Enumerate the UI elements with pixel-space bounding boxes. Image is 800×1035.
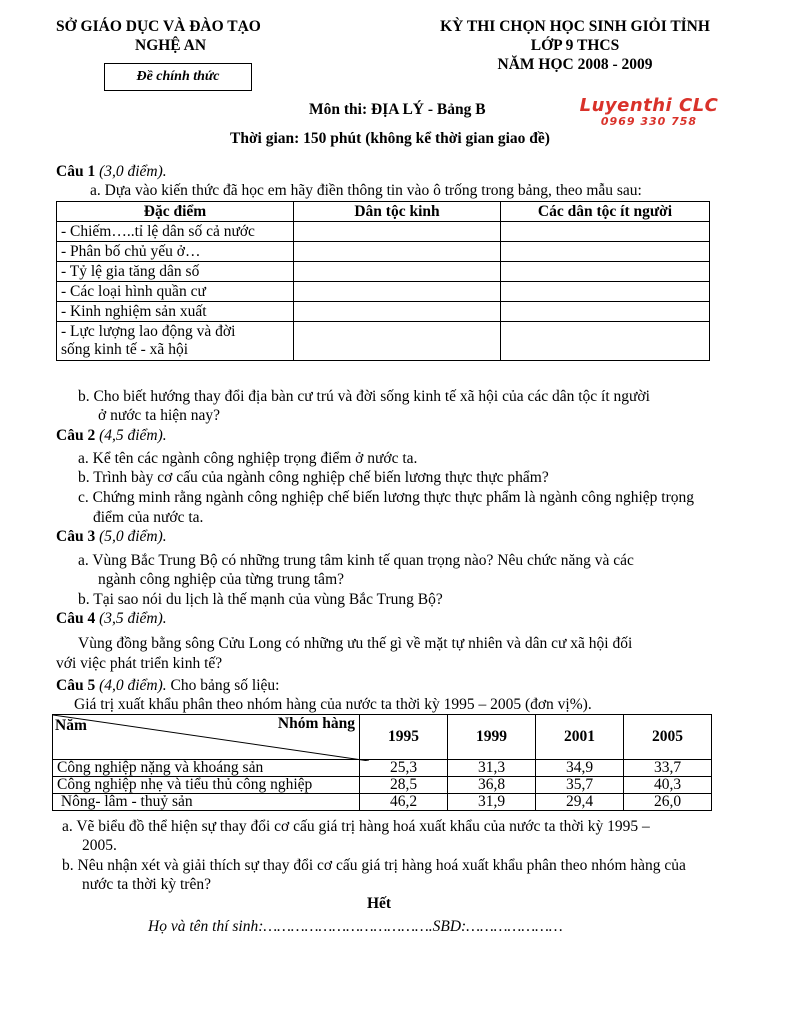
q3-part-a-line2: ngành công nghiệp của từng trung tâm? xyxy=(98,571,345,588)
year-header: 2001 xyxy=(536,715,624,760)
table-row xyxy=(57,302,710,322)
candidate-info-line: Họ và tên thí sinh:……………………………….SBD:………………… xyxy=(148,918,563,935)
col-feature: Đặc điểm xyxy=(57,202,294,222)
table-cell xyxy=(501,302,710,322)
q1-part-b-line2: ở nước ta hiện nay? xyxy=(98,407,221,424)
row-label: Nông- lâm - thuỷ sản xyxy=(53,794,360,811)
exam-title: KỲ THI CHỌN HỌC SINH GIỎI TỈNH xyxy=(440,18,710,35)
q5-points: (4,0 điểm). xyxy=(99,677,167,694)
q2-part-a: a. Kể tên các ngành công nghiệp trọng điểm ở nước ta. xyxy=(78,450,418,467)
q5-part-b-line1: b. Nêu nhận xét và giải thích sự thay đổi cơ cấu giá trị hàng hoá xuất khẩu phân theo nhóm hàng của xyxy=(62,857,686,874)
table-cell xyxy=(501,322,710,361)
q3-points: (5,0 điểm). xyxy=(99,528,167,545)
row-label: - Kinh nghiệm sản xuất xyxy=(57,302,294,322)
school-year: NĂM HỌC 2008 - 2009 xyxy=(497,56,653,73)
table-row xyxy=(57,262,710,282)
watermark-logo xyxy=(574,96,724,128)
row-label-line: - Lực lượng lao động và đời xyxy=(61,323,236,340)
q1-points: (3,0 điểm). xyxy=(99,163,167,180)
table-cell: 34,9 xyxy=(536,760,624,777)
table-cell: 31,3 xyxy=(448,760,536,777)
row-label: Công nghiệp nhẹ và tiểu thủ công nghiệp xyxy=(53,777,360,794)
q2-part-b: b. Trình bày cơ cấu của ngành công nghiệp chế biến lương thực thực phẩm? xyxy=(78,469,549,486)
q3-title: Câu 3 xyxy=(56,528,96,545)
table-row xyxy=(53,760,712,777)
table-cell: 35,7 xyxy=(536,777,624,794)
year-header: 1995 xyxy=(360,715,448,760)
watermark-name: Luyenthi CLC xyxy=(579,95,719,116)
q2-points: (4,5 điểm). xyxy=(99,427,167,444)
year-header: 1999 xyxy=(448,715,536,760)
q3-heading xyxy=(56,528,167,546)
dept-name: SỞ GIÁO DỤC VÀ ĐÀO TẠO xyxy=(56,18,261,35)
table-cell xyxy=(294,222,501,242)
table-cell: 31,9 xyxy=(448,794,536,811)
q5-part-a-line1: a. Vẽ biểu đồ thể hiện sự thay đổi cơ cấu giá trị hàng hoá xuất khẩu của nước ta thời kỳ 1995 – xyxy=(62,818,650,835)
row-label: Công nghiệp nặng và khoáng sản xyxy=(53,760,360,777)
table-row xyxy=(53,777,712,794)
q5-title: Câu 5 xyxy=(56,677,96,694)
table-header-row xyxy=(53,715,712,760)
col-minorities: Các dân tộc ít người xyxy=(501,202,710,222)
table-cell: 28,5 xyxy=(360,777,448,794)
q1-heading xyxy=(56,163,167,181)
table-cell: 26,0 xyxy=(624,794,712,811)
q2-title: Câu 2 xyxy=(56,427,96,444)
table-cell: 40,3 xyxy=(624,777,712,794)
table-cell xyxy=(294,302,501,322)
q3-part-b: b. Tại sao nói du lịch là thế mạnh của vùng Bắc Trung Bộ? xyxy=(78,591,443,608)
province-name: NGHỆ AN xyxy=(135,37,207,54)
q2-part-c-line1: c. Chứng minh rằng ngành công nghiệp chế biến lương thực thực phẩm là ngành công nghiệp trọng xyxy=(78,489,695,506)
export-table xyxy=(52,714,712,811)
table-cell: 33,7 xyxy=(624,760,712,777)
table-cell xyxy=(501,242,710,262)
table-cell xyxy=(294,262,501,282)
q3-part-a-line1: a. Vùng Bắc Trung Bộ có những trung tâm kinh tế quan trọng nào? Nêu chức năng và các xyxy=(78,552,634,569)
grade-label: LỚP 9 THCS xyxy=(530,37,620,54)
table-cell: 25,3 xyxy=(360,760,448,777)
q1-part-b-line1: b. Cho biết hướng thay đổi địa bàn cư trú và đời sống kinh tế xã hội của các dân tộc ít người xyxy=(78,388,650,405)
end-marker: Hết xyxy=(367,895,392,912)
q2-part-c-line2: điểm của nước ta. xyxy=(93,509,204,526)
table-cell: 29,4 xyxy=(536,794,624,811)
row-label: - Chiếm…..tỉ lệ dân số cả nước xyxy=(57,222,294,242)
table-header-row xyxy=(57,202,710,222)
subject-line: Môn thi: ĐỊA LÝ - Bảng B xyxy=(309,101,486,118)
table-cell xyxy=(501,262,710,282)
table-cell xyxy=(501,222,710,242)
ethnic-table xyxy=(56,201,710,361)
table-cell: 46,2 xyxy=(360,794,448,811)
q5-part-b-line2: nước ta thời kỳ trên? xyxy=(82,876,211,893)
q2-heading xyxy=(56,427,167,445)
q5-intro: Cho bảng số liệu: xyxy=(170,677,280,694)
q5-part-a-line2: 2005. xyxy=(82,837,117,854)
time-line: Thời gian: 150 phút (không kể thời gian giao đề) xyxy=(230,130,550,147)
corner-top-label: Nhóm hàng xyxy=(277,715,355,732)
table-cell xyxy=(294,242,501,262)
corner-header xyxy=(53,715,360,760)
table-cell xyxy=(294,322,501,361)
watermark-phone: 0969 330 758 xyxy=(600,115,698,128)
row-label: - Tỷ lệ gia tăng dân số xyxy=(57,262,294,282)
table-row xyxy=(57,242,710,262)
row-label: - Các loại hình quần cư xyxy=(57,282,294,302)
table-cell: 36,8 xyxy=(448,777,536,794)
q4-line2: với việc phát triển kinh tế? xyxy=(56,655,223,672)
corner-bottom-label: Năm xyxy=(55,717,87,734)
table-row xyxy=(53,794,712,811)
year-header: 2005 xyxy=(624,715,712,760)
table-row xyxy=(57,282,710,302)
q1-title: Câu 1 xyxy=(56,163,96,180)
q5-heading xyxy=(56,677,279,695)
q4-line1: Vùng đồng bằng sông Cửu Long có những ưu thế gì về mặt tự nhiên và dân cư xã hội đối xyxy=(78,635,633,652)
q5-caption: Giá trị xuất khẩu phân theo nhóm hàng của nước ta thời kỳ 1995 – 2005 (đơn vị%). xyxy=(74,696,592,713)
q4-points: (3,5 điểm). xyxy=(99,610,167,627)
q4-heading xyxy=(56,610,167,628)
official-stamp: Đề chính thức xyxy=(104,63,252,91)
col-kinh: Dân tộc kinh xyxy=(294,202,501,222)
table-row xyxy=(57,322,710,361)
q1-part-a: a. Dựa vào kiến thức đã học em hãy điền thông tin vào ô trống trong bảng, theo mẫu sau: xyxy=(90,182,642,199)
q4-title: Câu 4 xyxy=(56,610,96,627)
row-label xyxy=(57,322,294,361)
row-label: - Phân bố chủ yếu ở… xyxy=(57,242,294,262)
row-label-line: sống kinh tế - xã hội xyxy=(61,341,188,358)
table-cell xyxy=(294,282,501,302)
table-row xyxy=(57,222,710,242)
table-cell xyxy=(501,282,710,302)
